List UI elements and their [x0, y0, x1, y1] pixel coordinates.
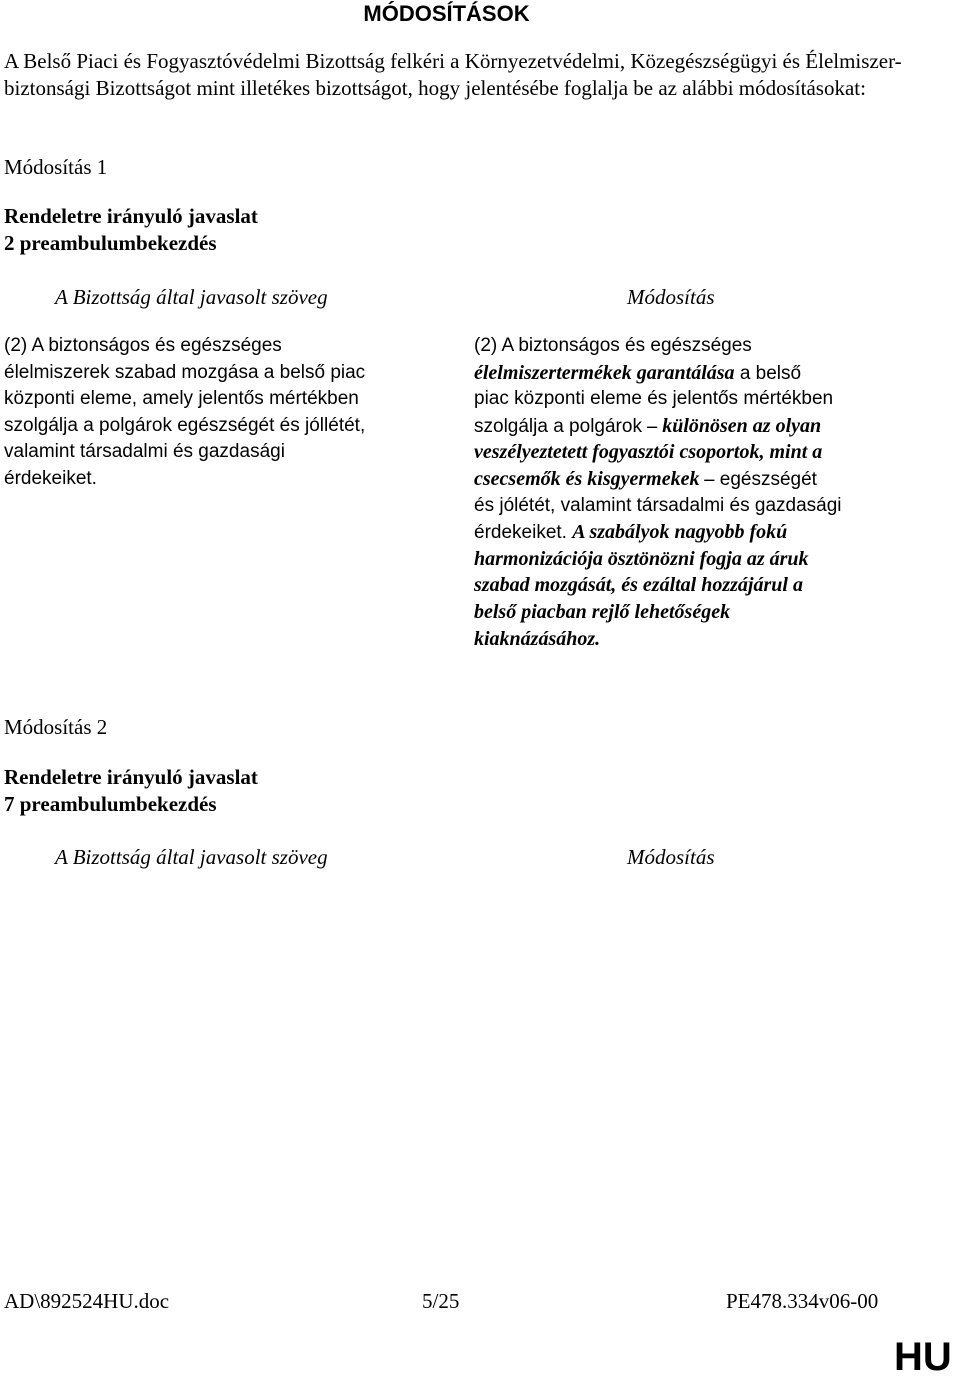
inserted-segment: – különösen az olyan — [647, 414, 822, 437]
commission-text-line: érdekeiket. — [4, 467, 97, 489]
plain-segment: és jólétét, valamint társadalmi és gazdasági — [474, 494, 842, 516]
language-code: HU — [894, 1335, 952, 1379]
commission-text-line: központi eleme, amely jelentős mértékben — [4, 388, 359, 410]
footer-pe-ref: PE478.334v06-00 — [726, 1289, 879, 1313]
amended-text-line — [474, 333, 842, 360]
amendment-1-commission-text — [4, 333, 365, 493]
plain-segment: szolgálja a polgárok — [474, 415, 648, 437]
inserted-segment: veszélyeztetett fogyasztói csoportok, mint a — [474, 441, 823, 464]
inserted-segment: belső piacban rejlő lehetőségek — [474, 600, 731, 623]
amended-text-line — [474, 386, 842, 413]
plain-segment: (2) A biztonságos és egészséges — [474, 335, 752, 356]
amended-text-line — [474, 519, 842, 546]
amendment-1-label: Módosítás 1 — [4, 155, 108, 179]
plain-segment: érdekeiket. — [474, 522, 573, 544]
inserted-segment: kiaknázásához. — [474, 627, 601, 650]
amended-text-line — [474, 466, 842, 493]
amended-text-line — [474, 439, 842, 466]
commission-text-line: szolgálja a polgárok egészségét és jóllétét, — [4, 414, 366, 436]
amendment-2-label: Módosítás 2 — [4, 715, 108, 739]
document-title: MÓDOSÍTÁSOK — [363, 1, 530, 26]
amendment-1-right-heading: Módosítás — [627, 285, 715, 309]
inserted-segment: csecsemők és kisgyermekek – — [474, 467, 715, 490]
amended-text-line — [474, 572, 842, 599]
inserted-segment: élelmiszertermékek garantálása — [474, 361, 735, 384]
amendment-2-left-heading: A Bizottság által javasolt szöveg — [55, 845, 328, 869]
amended-text-line — [474, 360, 842, 387]
commission-text-line: valamint társadalmi és gazdasági — [4, 441, 285, 463]
amendment-2-right-heading: Módosítás — [627, 845, 715, 869]
amended-text-line — [474, 413, 842, 440]
amendment-1-left-heading: A Bizottság által javasolt szöveg — [55, 285, 328, 309]
inserted-segment: szabad mozgását, és ezáltal hozzájárul a — [474, 574, 803, 597]
amendment-1-proposal: Rendeletre irányuló javaslat — [4, 204, 258, 228]
amendment-1-recital: 2 preambulumbekezdés — [4, 231, 217, 255]
amendment-1-amended-text — [474, 333, 842, 652]
amended-text-line — [474, 626, 842, 653]
amendment-2-proposal: Rendeletre irányuló javaslat — [4, 765, 258, 789]
amended-text-line — [474, 546, 842, 573]
footer-page-number: 5/25 — [422, 1289, 460, 1313]
footer-doc-ref: AD\892524HU.doc — [4, 1289, 170, 1313]
amendment-2-recital: 7 preambulumbekezdés — [4, 792, 217, 816]
commission-text-line: (2) A biztonságos és egészséges — [4, 335, 282, 356]
amended-text-line — [474, 599, 842, 626]
inserted-segment: A szabályok nagyobb fokú — [572, 521, 788, 544]
intro-paragraph: A Belső Piaci és Fogyasztóvédelmi Bizottság felkéri a Környezetvédelmi, Közegészségügyi és Élelmiszer-biztonsági Bizottságot mint illetékes bizottságot, hogy jelentésébe foglalja be az alábbi módosításokat: — [4, 49, 902, 100]
plain-segment: piac központi eleme és jelentős mértékben — [474, 388, 834, 410]
plain-segment: a belső — [734, 362, 802, 384]
plain-segment: egészségét — [714, 468, 817, 490]
amended-text-line — [474, 493, 842, 520]
commission-text-line: élelmiszerek szabad mozgása a belső piac — [4, 361, 366, 383]
inserted-segment: harmonizációja ösztönözni fogja az áruk — [474, 547, 809, 570]
